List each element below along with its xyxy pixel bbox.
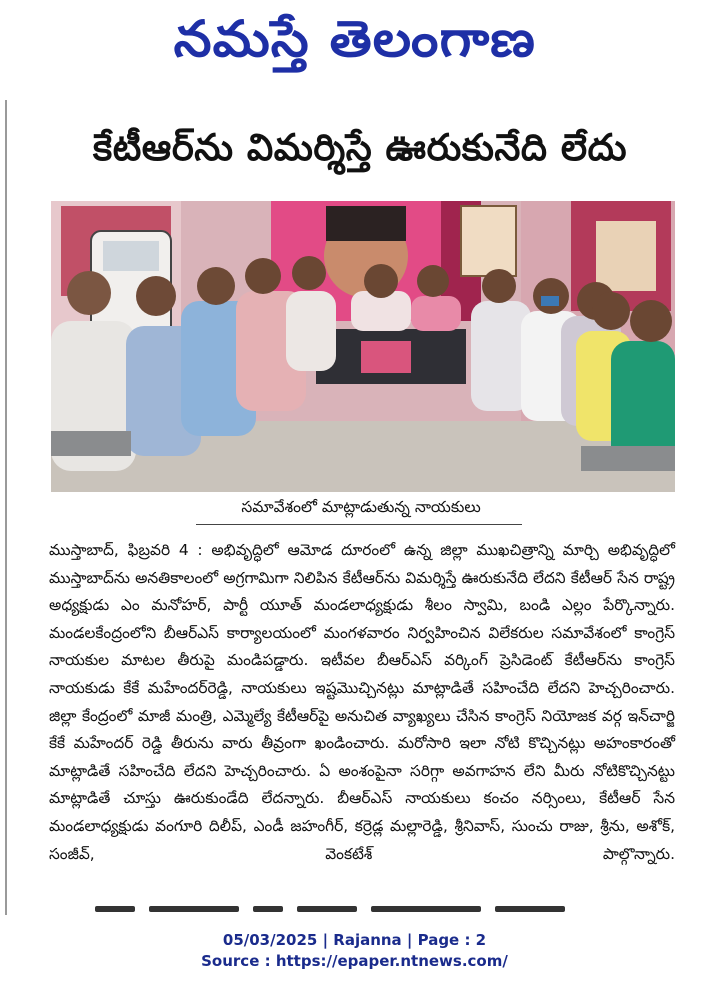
edition-info: 05/03/2025 | Rajanna | Page : 2 <box>222 931 487 949</box>
newspaper-logo: నమస్తే తెలంగాణ <box>173 10 536 68</box>
page-footer <box>0 930 709 972</box>
article-body: ముస్తాబాద్, ఫిబ్రవరి 4 : అభివృద్ధిలో ఆమోడ దూరంలో ఉన్న జిల్లా ముఖచిత్రాన్ని మార్చి అభివృద్ధిలో ముస్తాబాద్‌ను అనతికాలంలో అగ్రగామిగా నిలిపిన కేటీఆర్‌ను విమర్శిస్తే ఊరుకునేది లేదని కేటీఆర్ సేన రాష్ట్ర అధ్యక్షుడు ఎం మనోహర్, పార్టీ యూత్ మండలాధ్యక్షుడు శీలం స్వామి, బండి ఎల్లం పేర్కొన్నారు. మండలకేంద్రంలోని బీఆర్‌ఎస్ కార్యాలయంలో మంగళవారం నిర్వహించిన విలేకరుల సమావేశంలో కాంగ్రెస్ నాయకుల మాటల తీరుపై మండిపడ్డారు. ఇటీవల బీఆర్‌ఎస్ వర్కింగ్ ప్రెసిడెంట్ కేటీఆర్‌ను కాంగ్రెస్ నాయకుడు కేకే మహేందర్‌రెడ్డి, నాయకులు ఇష్టమొచ్చినట్లు మాట్లాడితే సహించేది లేదని హెచ్చరించారు. జిల్లా కేంద్రంలో మాజీ మంత్రి, ఎమ్మెల్యే కేటీఆర్‌పై అనుచిత వ్యాఖ్యలు చేసిన కాంగ్రెస్ నియోజక వర్గ ఇన్‌చార్జి కేకే మహేందర్ రెడ్డి తీరును వారు తీవ్రంగా ఖండించారు. మరోసారి ఇలా నోటి కొచ్చినట్లు అహంకారంతో మాట్లాడితే సహించేది లేదని హెచ్చరించారు. ఏ అంశంపైనా సరిగ్గా అవగాహన లేని మీరు నోటికొచ్చినట్టు మాట్లాడితే చూస్తు ఊరుకుండేది లేదన్నారు. బీఆర్‌ఎస్ నాయకులు కంచం నర్సింలు, కేటీఆర్ సేన మండలాధ్యక్షుడు వంగూరి దిలీప్, ఎండీ జహంగీర్, కర్రెడ్ల మల్లారెడ్డి, శ్రీనివాస్, సుంచు రాజు, శ్రీను, అశోక్, సంజీవ్, వెంకటేశ్ పాల్గొన్నారు. <box>49 541 675 863</box>
masthead <box>0 0 709 78</box>
column-divider <box>5 100 7 915</box>
photo-caption: సమావేశంలో మాట్లాడుతున్న నాయకులు <box>241 498 481 516</box>
article-photo <box>51 201 675 492</box>
caption-underline <box>196 524 522 525</box>
cutoff-next-article <box>95 906 625 914</box>
article-headline: కేటీఆర్‌ను విమర్శిస్తే ఊరుకునేది లేదు <box>92 126 628 169</box>
source-link[interactable]: Source : https://epaper.ntnews.com/ <box>201 952 508 970</box>
